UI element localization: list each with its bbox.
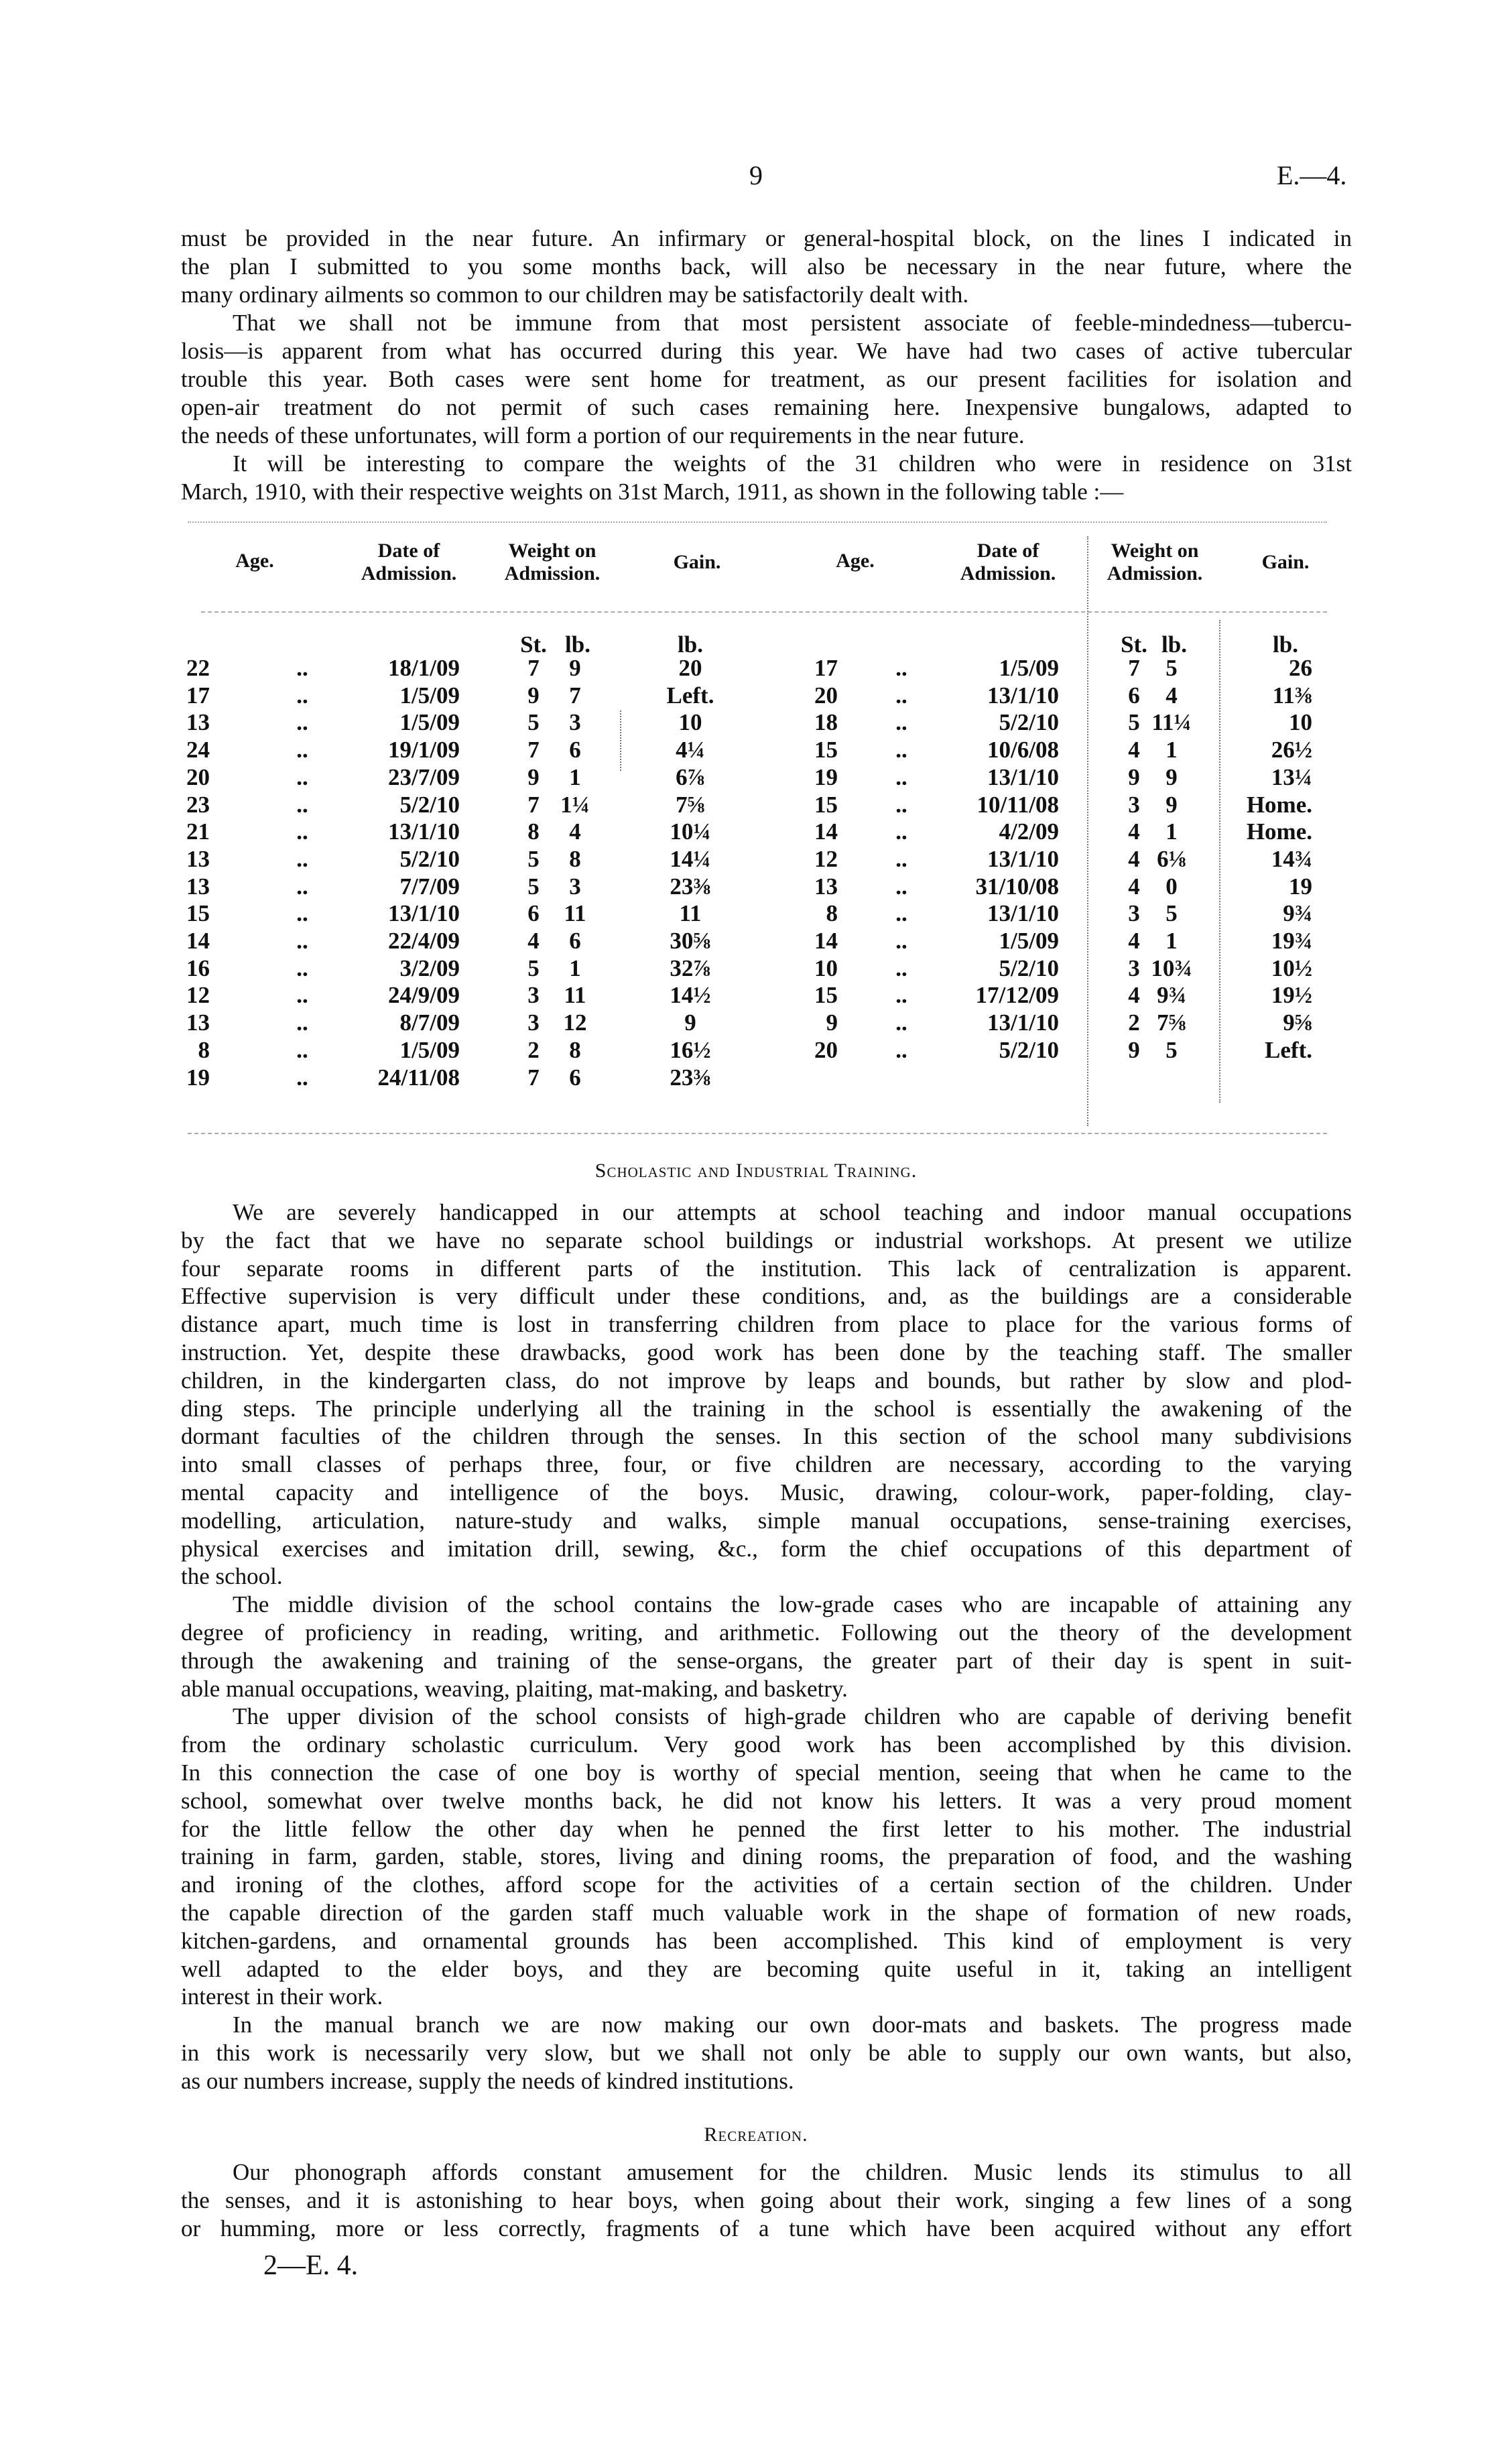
text-line: four separate rooms in different parts of the institution. This lack of centralization is apparent.	[181, 1255, 1352, 1282]
header-gain-right: Gain.	[1261, 551, 1310, 573]
cell-age: 13	[186, 873, 210, 900]
text-line: losis—is apparent from what has occurred during this year. We have had two cases of active tubercular	[181, 338, 1352, 364]
cell-gain: 11⅜	[1272, 682, 1312, 709]
cell-age: 9	[826, 1009, 838, 1036]
cell-age: 21	[186, 818, 210, 845]
text-line: physical exercises and imitation drill, sewing, &c., form the chief occupations of this department of	[181, 1535, 1352, 1562]
cell-weight-stone: 9	[527, 682, 540, 709]
header-weight-left: Admission.	[504, 562, 601, 584]
section-heading-scholastic: Scholastic and Industrial Training.	[594, 1160, 918, 1182]
header-date-left: Date of	[377, 540, 440, 562]
cell-gain: 10	[1289, 709, 1312, 736]
text-line: through the awakening and training of the sense-organs, the greater part of their day is spent in suit-	[181, 1647, 1352, 1674]
cell-weight-pound: 6	[569, 928, 581, 954]
unit-gain: lb.	[678, 631, 703, 658]
cell-admission-date: 1/5/09	[399, 1036, 460, 1063]
cell-admission-date: 13/1/10	[388, 818, 460, 845]
cell-leader: ..	[296, 982, 308, 1009]
cell-weight-pound: 11¼	[1151, 709, 1192, 736]
cell-weight-pound: 1¼	[560, 791, 590, 818]
cell-leader: ..	[296, 818, 308, 845]
cell-age: 15	[814, 737, 838, 763]
cell-age: 12	[814, 845, 838, 872]
cell-weight-stone: 3	[1128, 955, 1140, 981]
cell-weight-stone: 7	[527, 791, 540, 818]
cell-weight-stone: 4	[1128, 873, 1140, 900]
cell-gain: 7⅝	[676, 791, 705, 818]
cell-weight-stone: 5	[527, 955, 540, 981]
cell-weight-pound: 7	[569, 682, 581, 709]
cell-age: 13	[186, 1009, 210, 1036]
cell-admission-date: 7/7/09	[399, 873, 460, 900]
cell-weight-pound: 11	[564, 900, 586, 927]
cell-age: 17	[186, 682, 210, 709]
cell-weight-pound: 9	[569, 655, 581, 681]
text-line: and ironing of the clothes, afford scope for the activities of a certain section of the children. Under	[181, 1871, 1352, 1898]
cell-admission-date: 23/7/09	[388, 763, 460, 790]
cell-weight-pound: 5	[1166, 1036, 1178, 1063]
cell-weight-stone: 3	[527, 982, 540, 1009]
cell-weight-pound: 4	[569, 818, 581, 845]
cell-gain: 4¼	[676, 737, 705, 763]
header-age-left: Age.	[235, 550, 274, 572]
cell-age: 22	[186, 655, 210, 681]
cell-gain: 10¼	[670, 818, 711, 845]
cell-gain: Left.	[666, 682, 714, 709]
text-line: We are severely handicapped in our attempts at school teaching and indoor manual occupations	[233, 1199, 1352, 1225]
cell-gain: 19	[1289, 873, 1312, 900]
cell-weight-pound: 1	[1166, 928, 1178, 954]
cell-admission-date: 13/1/10	[987, 900, 1059, 927]
cell-leader: ..	[296, 928, 308, 954]
text-line: the capable direction of the garden staff much valuable work in the shape of formation of new roads,	[181, 1900, 1352, 1926]
cell-gain: 16½	[670, 1036, 711, 1063]
text-line: trouble this year. Both cases were sent home for treatment, as our present facilities for isolation and	[181, 366, 1352, 392]
cell-weight-stone: 9	[1128, 1036, 1140, 1063]
text-line: ding steps. The principle underlying all the training in the school is essentially the awakening of the	[181, 1395, 1352, 1422]
cell-gain: 32⅞	[670, 955, 711, 981]
cell-gain: Left.	[1265, 1036, 1312, 1063]
text-line: kitchen-gardens, and ornamental grounds has been accomplished. This kind of employment is very	[181, 1927, 1352, 1954]
cell-leader: ..	[895, 900, 907, 927]
cell-weight-stone: 3	[1128, 791, 1140, 818]
cell-admission-date: 5/2/10	[999, 955, 1059, 981]
cell-gain: 23⅜	[670, 1064, 711, 1091]
cell-age: 18	[814, 709, 838, 736]
cell-leader: ..	[296, 873, 308, 900]
cell-leader: ..	[895, 709, 907, 736]
cell-weight-pound: 11	[564, 982, 586, 1009]
cell-admission-date: 5/2/10	[999, 709, 1059, 736]
cell-leader: ..	[296, 763, 308, 790]
cell-weight-stone: 8	[527, 818, 540, 845]
text-line: school, somewhat over twelve months back, he did not know his letters. It was a very proud moment	[181, 1787, 1352, 1814]
text-line: degree of proficiency in reading, writing, and arithmetic. Following out the theory of the development	[181, 1619, 1352, 1646]
cell-leader: ..	[296, 655, 308, 681]
document-reference: E.—4.	[1277, 160, 1347, 190]
cell-weight-pound: 1	[1166, 737, 1178, 763]
cell-admission-date: 24/11/08	[377, 1064, 460, 1091]
text-line: children, in the kindergarten class, do not improve by leaps and bounds, but rather by slow and plod-	[181, 1367, 1352, 1394]
unit-gain: lb.	[1273, 631, 1298, 658]
text-line: Our phonograph affords constant amusement for the children. Music lends its stimulus to all	[233, 2159, 1352, 2185]
text-line: The upper division of the school consists of high-grade children who are capable of deriving benefit	[233, 1703, 1352, 1730]
cell-age: 23	[186, 791, 210, 818]
cell-weight-pound: 1	[1166, 818, 1178, 845]
text-line: as our numbers increase, supply the needs of kindred institutions.	[181, 2067, 794, 2094]
cell-admission-date: 3/2/09	[399, 955, 460, 981]
cell-age: 13	[814, 873, 838, 900]
cell-weight-pound: 12	[563, 1009, 587, 1036]
cell-age: 20	[814, 1036, 838, 1063]
cell-leader: ..	[296, 682, 308, 709]
text-line: well adapted to the elder boys, and they are becoming quite useful in it, taking an intelligent	[181, 1955, 1352, 1982]
cell-age: 16	[186, 955, 210, 981]
cell-weight-stone: 4	[1128, 818, 1140, 845]
cell-weight-stone: 7	[1128, 655, 1140, 681]
cell-leader: ..	[895, 682, 907, 709]
text-line: interest in their work.	[181, 1983, 383, 2010]
cell-leader: ..	[296, 709, 308, 736]
cell-weight-stone: 5	[527, 845, 540, 872]
cell-weight-stone: 4	[1128, 737, 1140, 763]
cell-weight-pound: 9	[1166, 763, 1178, 790]
cell-weight-pound: 0	[1166, 873, 1178, 900]
cell-leader: ..	[296, 737, 308, 763]
header-weight-right: Weight on	[1111, 540, 1199, 562]
cell-gain: 14¾	[1271, 845, 1312, 872]
cell-gain: 30⅝	[670, 928, 711, 954]
text-line: dormant faculties of the children through the senses. In this section of the school many subdivisions	[181, 1423, 1352, 1450]
cell-admission-date: 5/2/10	[399, 845, 460, 872]
cell-weight-stone: 3	[527, 1009, 540, 1036]
cell-admission-date: 18/1/09	[388, 655, 460, 681]
cell-age: 24	[186, 737, 210, 763]
cell-admission-date: 13/1/10	[987, 763, 1059, 790]
cell-leader: ..	[296, 1064, 308, 1091]
text-line: the senses, and it is astonishing to hear boys, when going about their work, singing a few lines of a song	[181, 2187, 1352, 2213]
cell-weight-pound: 5	[1166, 655, 1178, 681]
cell-weight-pound: 9¾	[1157, 982, 1186, 1009]
header-date-left: Admission.	[361, 562, 457, 584]
cell-admission-date: 13/1/10	[987, 1009, 1059, 1036]
cell-age: 15	[186, 900, 210, 927]
text-line: training in farm, garden, stable, stores, living and dining rooms, the preparation of food, and the washing	[181, 1843, 1352, 1870]
text-line: Effective supervision is very difficult under these conditions, and, as the buildings are a considerable	[181, 1283, 1352, 1310]
header-weight-right: Admission.	[1107, 562, 1203, 584]
text-line: The middle division of the school contains the low-grade cases who are incapable of attaining any	[233, 1591, 1352, 1618]
cell-admission-date: 1/5/09	[999, 655, 1059, 681]
text-line: That we shall not be immune from that most persistent associate of feeble-mindedness—tubercu-	[233, 310, 1352, 336]
cell-admission-date: 4/2/09	[999, 818, 1059, 845]
cell-weight-pound: 3	[569, 873, 581, 900]
text-line: able manual occupations, weaving, plaiting, mat-making, and basketry.	[181, 1675, 848, 1702]
table-header-rule	[201, 611, 1327, 613]
cell-weight-stone: 2	[1128, 1009, 1140, 1036]
cell-weight-stone: 7	[527, 655, 540, 681]
cell-age: 20	[814, 682, 838, 709]
cell-weight-stone: 5	[527, 873, 540, 900]
cell-leader: ..	[296, 845, 308, 872]
text-line: or humming, more or less correctly, fragments of a tune which have been acquired without any effort	[181, 2215, 1352, 2241]
cell-leader: ..	[296, 1036, 308, 1063]
cell-leader: ..	[895, 873, 907, 900]
cell-gain: 10½	[1271, 955, 1312, 981]
cell-admission-date: 24/9/09	[388, 982, 460, 1009]
cell-leader: ..	[895, 737, 907, 763]
cell-weight-stone: 5	[527, 709, 540, 736]
cell-leader: ..	[895, 791, 907, 818]
cell-leader: ..	[895, 955, 907, 981]
cell-age: 15	[814, 791, 838, 818]
cell-gain: 13¼	[1271, 763, 1312, 790]
cell-age: 14	[186, 928, 210, 954]
cell-age: 20	[186, 763, 210, 790]
cell-leader: ..	[895, 655, 907, 681]
cell-admission-date: 5/2/10	[999, 1036, 1059, 1063]
text-line: the plan I submitted to you some months back, will also be necessary in the near future, where the	[181, 253, 1352, 280]
cell-gain: 14½	[670, 982, 711, 1009]
text-line: instruction. Yet, despite these drawbacks, good work has been done by the teaching staff. The smaller	[181, 1339, 1352, 1365]
header-age-right: Age.	[836, 550, 875, 572]
cell-gain: 23⅜	[670, 873, 711, 900]
text-line: March, 1910, with their respective weights on 31st March, 1911, as shown in the following table :—	[181, 479, 1124, 505]
cell-weight-pound: 6⅛	[1157, 845, 1186, 872]
text-line: must be provided in the near future. An infirmary or general-hospital block, on the lines I indicated in	[181, 225, 1352, 251]
text-line: by the fact that we have no separate school buildings or industrial workshops. At present we utilize	[181, 1227, 1352, 1253]
cell-weight-stone: 9	[527, 763, 540, 790]
cell-weight-stone: 4	[1128, 982, 1140, 1009]
cell-age: 8	[826, 900, 838, 927]
cell-leader: ..	[895, 845, 907, 872]
cell-weight-pound: 3	[569, 709, 581, 736]
cell-gain: Home.	[1246, 818, 1312, 845]
cell-age: 19	[814, 763, 838, 790]
unit-pound: lb.	[565, 631, 590, 658]
cell-gain: 9	[684, 1009, 696, 1036]
cell-leader: ..	[895, 818, 907, 845]
cell-gain: Home.	[1246, 791, 1312, 818]
cell-gain: 11	[679, 900, 702, 927]
cell-gain: 9¾	[1283, 900, 1312, 927]
cell-leader: ..	[296, 955, 308, 981]
text-line: for the little fellow the other day when he penned the first letter to his mother. The industrial	[181, 1815, 1352, 1842]
cell-admission-date: 1/5/09	[999, 928, 1059, 954]
cell-weight-pound: 4	[1166, 682, 1178, 709]
cell-age: 14	[814, 818, 838, 845]
cell-admission-date: 13/1/10	[987, 682, 1059, 709]
cell-admission-date: 17/12/09	[975, 982, 1059, 1009]
header-weight-left: Weight on	[508, 540, 596, 562]
text-line: many ordinary ailments so common to our children may be satisfactorily dealt with.	[181, 282, 969, 308]
cell-age: 8	[198, 1036, 210, 1063]
cell-admission-date: 31/10/08	[975, 873, 1059, 900]
cell-weight-stone: 6	[527, 900, 540, 927]
cell-weight-stone: 6	[1128, 682, 1140, 709]
cell-gain: 20	[678, 655, 702, 681]
cell-admission-date: 22/4/09	[388, 928, 460, 954]
cell-weight-stone: 9	[1128, 763, 1140, 790]
text-line: open-air treatment do not permit of such cases remaining here. Inexpensive bungalows, adapted to	[181, 394, 1352, 420]
cell-gain: 9⅝	[1283, 1009, 1312, 1036]
cell-weight-pound: 10¾	[1151, 955, 1192, 981]
cell-weight-stone: 3	[1128, 900, 1140, 927]
text-line: the needs of these unfortunates, will form a portion of our requirements in the near future.	[181, 422, 1025, 448]
cell-leader: ..	[895, 982, 907, 1009]
cell-leader: ..	[895, 1036, 907, 1063]
cell-admission-date: 1/5/09	[399, 682, 460, 709]
cell-age: 17	[814, 655, 838, 681]
header-date-right: Admission.	[960, 562, 1056, 584]
cell-weight-stone: 7	[527, 1064, 540, 1091]
cell-age: 10	[814, 955, 838, 981]
cell-age: 19	[186, 1064, 210, 1091]
header-date-right: Date of	[976, 540, 1040, 562]
cell-weight-pound: 9	[1166, 791, 1178, 818]
cell-leader: ..	[296, 791, 308, 818]
cell-gain: 19¾	[1271, 928, 1312, 954]
cell-age: 13	[186, 709, 210, 736]
header-gain-left: Gain.	[673, 551, 721, 573]
cell-weight-pound: 1	[569, 955, 581, 981]
section-heading-recreation: Recreation.	[704, 2124, 808, 2146]
text-line: distance apart, much time is lost in transferring children from place to place for the various forms of	[181, 1311, 1352, 1338]
footer-signature: 2—E. 4.	[263, 2250, 359, 2281]
cell-weight-stone: 7	[527, 737, 540, 763]
cell-age: 14	[814, 928, 838, 954]
cell-gain: 10	[678, 709, 702, 736]
unit-pound: lb.	[1161, 631, 1187, 658]
cell-weight-pound: 6	[569, 737, 581, 763]
cell-weight-pound: 1	[569, 763, 581, 790]
cell-weight-pound: 5	[1166, 900, 1178, 927]
text-line: into small classes of perhaps three, four, or five children are necessary, according to the varying	[181, 1451, 1352, 1478]
text-line: It will be interesting to compare the weights of the 31 children who were in residence on 31st	[233, 450, 1352, 477]
cell-age: 12	[186, 982, 210, 1009]
cell-admission-date: 13/1/10	[388, 900, 460, 927]
cell-weight-stone: 5	[1128, 709, 1140, 736]
cell-gain: 26	[1289, 655, 1312, 681]
cell-weight-stone: 4	[527, 928, 540, 954]
text-line: modelling, articulation, nature-study and walks, simple manual occupations, sense-training exercises,	[181, 1507, 1352, 1534]
cell-weight-pound: 8	[569, 1036, 581, 1063]
table-bottom-rule	[188, 1133, 1327, 1134]
cell-admission-date: 10/6/08	[987, 737, 1059, 763]
unit-stone: St.	[1121, 631, 1147, 658]
text-line: in this work is necessarily very slow, but we shall not only be able to supply our own wants, but also,	[181, 2040, 1352, 2066]
cell-weight-pound: 7⅝	[1157, 1009, 1186, 1036]
cell-gain: 6⅞	[676, 763, 705, 790]
cell-leader: ..	[296, 1009, 308, 1036]
table-top-rule	[188, 521, 1327, 523]
cell-gain: 19½	[1271, 982, 1312, 1009]
cell-weight-stone: 2	[527, 1036, 540, 1063]
cell-weight-stone: 4	[1128, 845, 1140, 872]
cell-weight-pound: 6	[569, 1064, 581, 1091]
cell-admission-date: 1/5/09	[399, 709, 460, 736]
text-line: In the manual branch we are now making our own door-mats and baskets. The progress made	[233, 2012, 1352, 2038]
cell-admission-date: 13/1/10	[987, 845, 1059, 872]
cell-leader: ..	[296, 900, 308, 927]
cell-leader: ..	[895, 928, 907, 954]
text-line: mental capacity and intelligence of the boys. Music, drawing, colour-work, paper-folding, clay-	[181, 1479, 1352, 1505]
cell-gain: 26½	[1271, 737, 1312, 763]
cell-leader: ..	[895, 763, 907, 790]
text-line: the school.	[181, 1563, 283, 1590]
cell-age: 15	[814, 982, 838, 1009]
cell-weight-stone: 4	[1128, 928, 1140, 954]
cell-gain: 14¼	[670, 845, 711, 872]
text-line: from the ordinary scholastic curriculum. Very good work has been accomplished by this division.	[181, 1731, 1352, 1758]
cell-admission-date: 5/2/10	[399, 791, 460, 818]
cell-admission-date: 8/7/09	[399, 1009, 460, 1036]
cell-weight-pound: 8	[569, 845, 581, 872]
cell-admission-date: 10/11/08	[976, 791, 1059, 818]
page-number: 9	[749, 160, 763, 190]
unit-stone: St.	[520, 631, 547, 658]
text-line: In this connection the case of one boy is worthy of special mention, seeing that when he came to the	[181, 1760, 1352, 1786]
cell-age: 13	[186, 845, 210, 872]
cell-admission-date: 19/1/09	[388, 737, 460, 763]
cell-leader: ..	[895, 1009, 907, 1036]
